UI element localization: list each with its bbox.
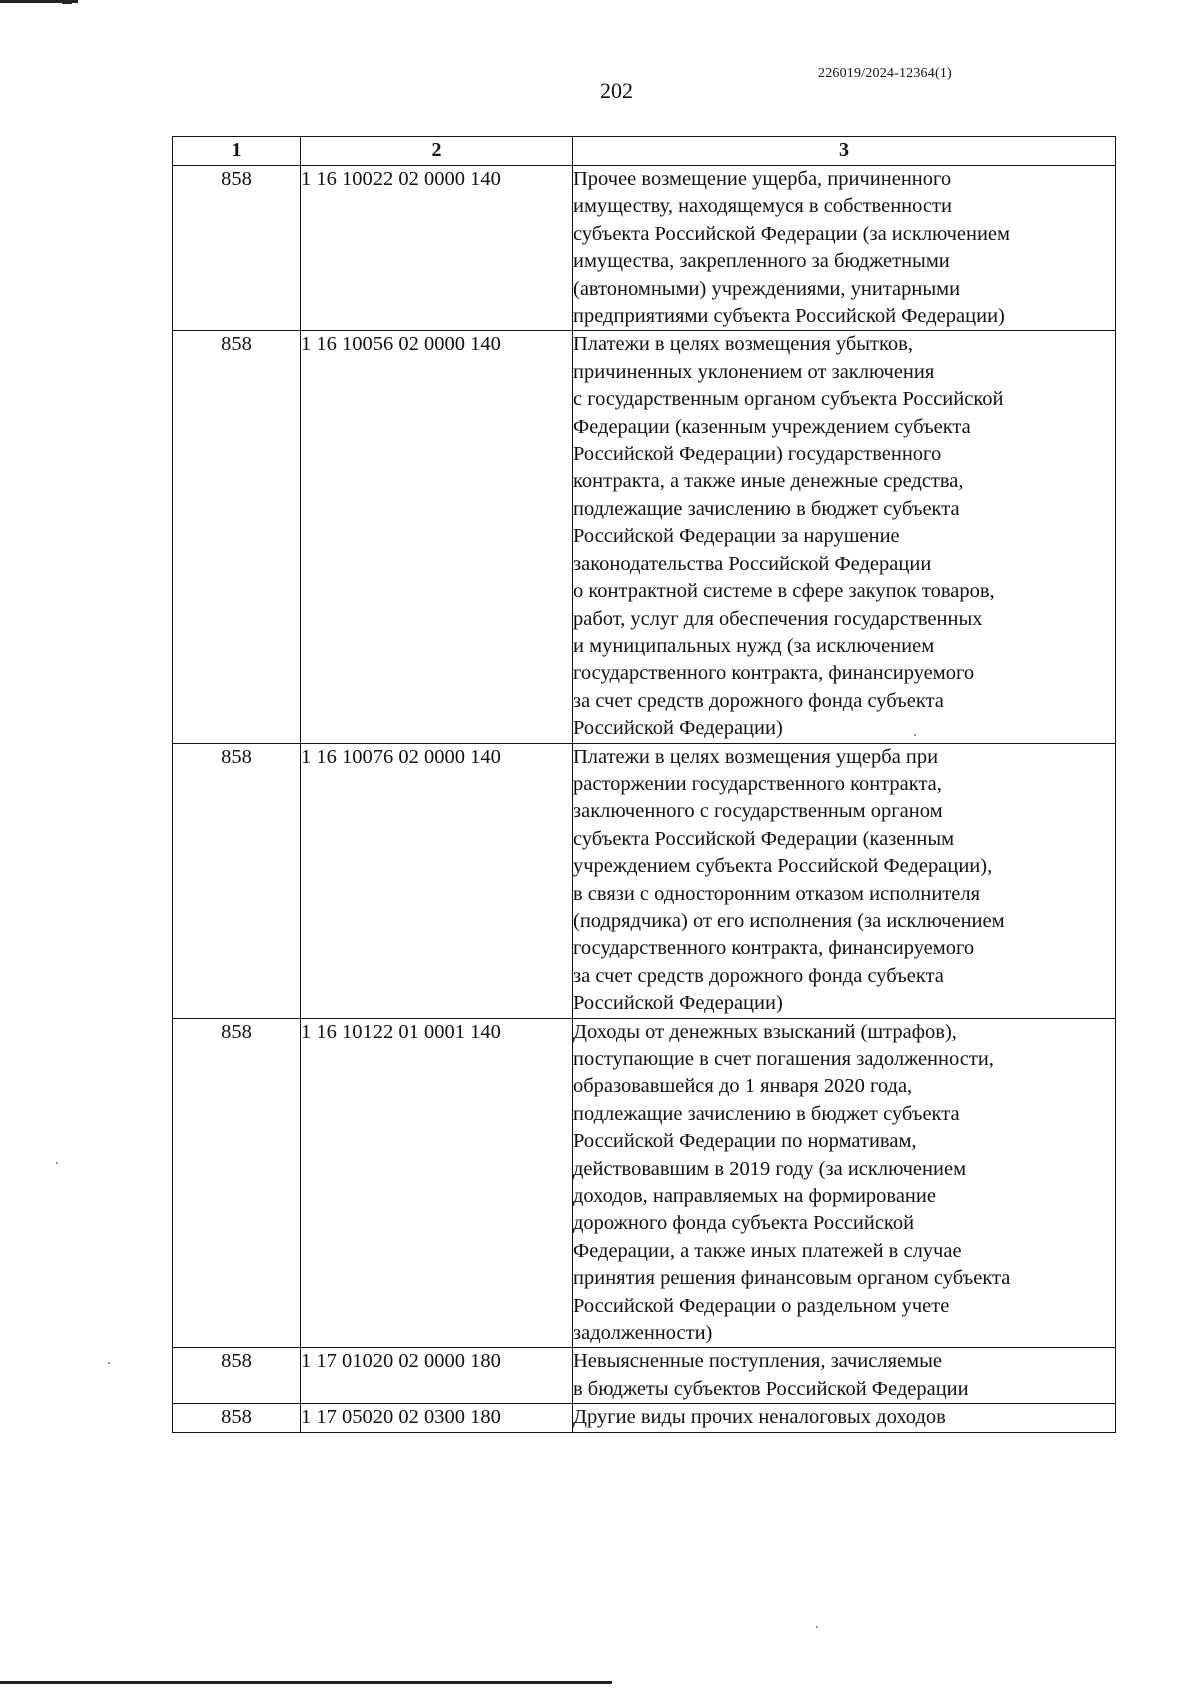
table-row [173,1348,1116,1404]
revenue-name-line: принятия решения финансовым органом субъекта [573,1267,1011,1290]
budget-code-cell: 1 16 10056 02 0000 140 [301,331,573,743]
revenue-name-line: о контрактной системе в сфере закупок товаров, [573,580,995,603]
revenue-name-line: подлежащие зачислению в бюджет субъекта [573,1102,960,1125]
revenue-name-line: расторжении государственного контракта, [573,772,942,795]
revenue-name-cell [573,1018,1116,1348]
admin-code-cell: 858 [173,743,301,1018]
revenue-name-line: Российской Федерации) государственного [573,443,942,466]
revenue-name-line: Российской Федерации за нарушение [573,525,900,548]
document-id: 226019/2024-12364(1) [818,66,952,81]
scan-speck [56,1162,58,1164]
budget-code-cell: 1 16 10122 01 0001 140 [301,1018,573,1348]
budget-code-cell: 1 17 05020 02 0300 180 [301,1404,573,1432]
table-row [173,331,1116,743]
revenue-name-line: Невыясненные поступления, зачисляемые [573,1350,942,1373]
table-header-row [173,137,1116,166]
revenue-name-line: имуществу, находящемуся в собственности [573,195,952,218]
admin-code-cell: 858 [173,166,301,331]
page-number: 202 [600,78,633,103]
revenue-name-line: задолженности) [573,1322,713,1345]
revenue-name-line: Российской Федерации) [573,717,783,740]
revenue-name-line: за счет средств дорожного фонда субъекта [573,964,944,987]
revenue-name-line: Прочее возмещение ущерба, причиненного [573,168,952,190]
revenue-codes-table [172,136,1116,1433]
budget-code-cell: 1 16 10076 02 0000 140 [301,743,573,1018]
revenue-name-line: субъекта Российской Федерации (казенным [573,827,955,850]
revenue-name-line: (подрядчика) от его исполнения (за исключением [573,909,1005,932]
revenue-name-line: Другие виды прочих неналоговых доходов [573,1406,946,1429]
revenue-name-line: поступающие в счет погашения задолженности, [573,1048,994,1070]
scan-edge-mark [62,0,72,4]
table-row [173,1018,1116,1348]
table-body [173,166,1116,1433]
admin-code-cell: 858 [173,1404,301,1432]
revenue-name-line: дорожного фонда субъекта Российской [573,1212,915,1235]
revenue-name-line: (автономными) учреждениями, унитарными [573,277,961,300]
scan-speck [108,1362,110,1364]
revenue-name-line: подлежащие зачислению в бюджет субъекта [573,497,960,520]
revenue-name-line: действовавшим в 2019 году (за исключением [573,1157,967,1180]
column-header-3: 3 [573,137,1116,166]
revenue-name-cell [573,1404,1116,1432]
admin-code-cell: 858 [173,331,301,743]
budget-code-cell: 1 16 10022 02 0000 140 [301,166,573,331]
scan-speck [816,1626,818,1628]
revenue-name-line: предприятиями субъекта Российской Федерации) [573,305,1005,328]
revenue-name-line: за счет средств дорожного фонда субъекта [573,689,944,712]
revenue-name-line: Российской Федерации о раздельном учете [573,1294,950,1317]
table-row [173,743,1116,1018]
revenue-name-line: учреждением субъекта Российской Федерации), [573,855,993,878]
revenue-name-line: Российской Федерации по нормативам, [573,1130,917,1153]
revenue-name-line: контракта, а также иные денежные средства, [573,470,964,493]
budget-code-cell: 1 17 01020 02 0000 180 [301,1348,573,1404]
revenue-name-line: субъекта Российской Федерации (за исключением [573,222,1011,245]
revenue-name-cell [573,166,1116,331]
revenue-name-line: образовавшейся до 1 января 2020 года, [573,1075,913,1098]
admin-code-cell: 858 [173,1018,301,1348]
revenue-name-line: Российской Федерации) [573,992,783,1015]
revenue-name-cell [573,331,1116,743]
column-header-2: 2 [301,137,573,166]
admin-code-cell: 858 [173,1348,301,1404]
revenue-name-line: причиненных уклонением от заключения [573,360,935,383]
revenue-name-line: Федерации, а также иных платежей в случае [573,1239,962,1262]
column-header-1: 1 [173,137,301,166]
revenue-name-line: государственного контракта, финансируемого [573,937,975,960]
revenue-name-line: работ, услуг для обеспечения государственных [573,607,983,630]
revenue-name-line: в связи с односторонним отказом исполнителя [573,882,981,905]
revenue-name-cell [573,1348,1116,1404]
revenue-name-cell [573,743,1116,1018]
revenue-name-line: имущества, закрепленного за бюджетными [573,250,950,273]
table-row [173,1404,1116,1432]
revenue-name-line: в бюджеты субъектов Российской Федерации [573,1377,969,1400]
table-row [173,166,1116,331]
revenue-name-line: Платежи в целях возмещения убытков, [573,333,913,356]
scan-edge-line [0,1681,612,1684]
revenue-name-line: Доходы от денежных взысканий (штрафов), [573,1020,957,1043]
revenue-name-line: государственного контракта, финансируемого [573,662,975,685]
revenue-name-line: Платежи в целях возмещения ущерба при [573,745,939,768]
revenue-name-line: с государственным органом субъекта Российской [573,388,1004,411]
revenue-name-line: доходов, направляемых на формирование [573,1185,936,1208]
revenue-name-line: и муниципальных нужд (за исключением [573,634,935,657]
revenue-name-line: заключенного с государственным органом [573,800,943,823]
revenue-name-line: законодательства Российской Федерации [573,552,932,575]
revenue-name-line: Федерации (казенным учреждением субъекта [573,415,971,438]
